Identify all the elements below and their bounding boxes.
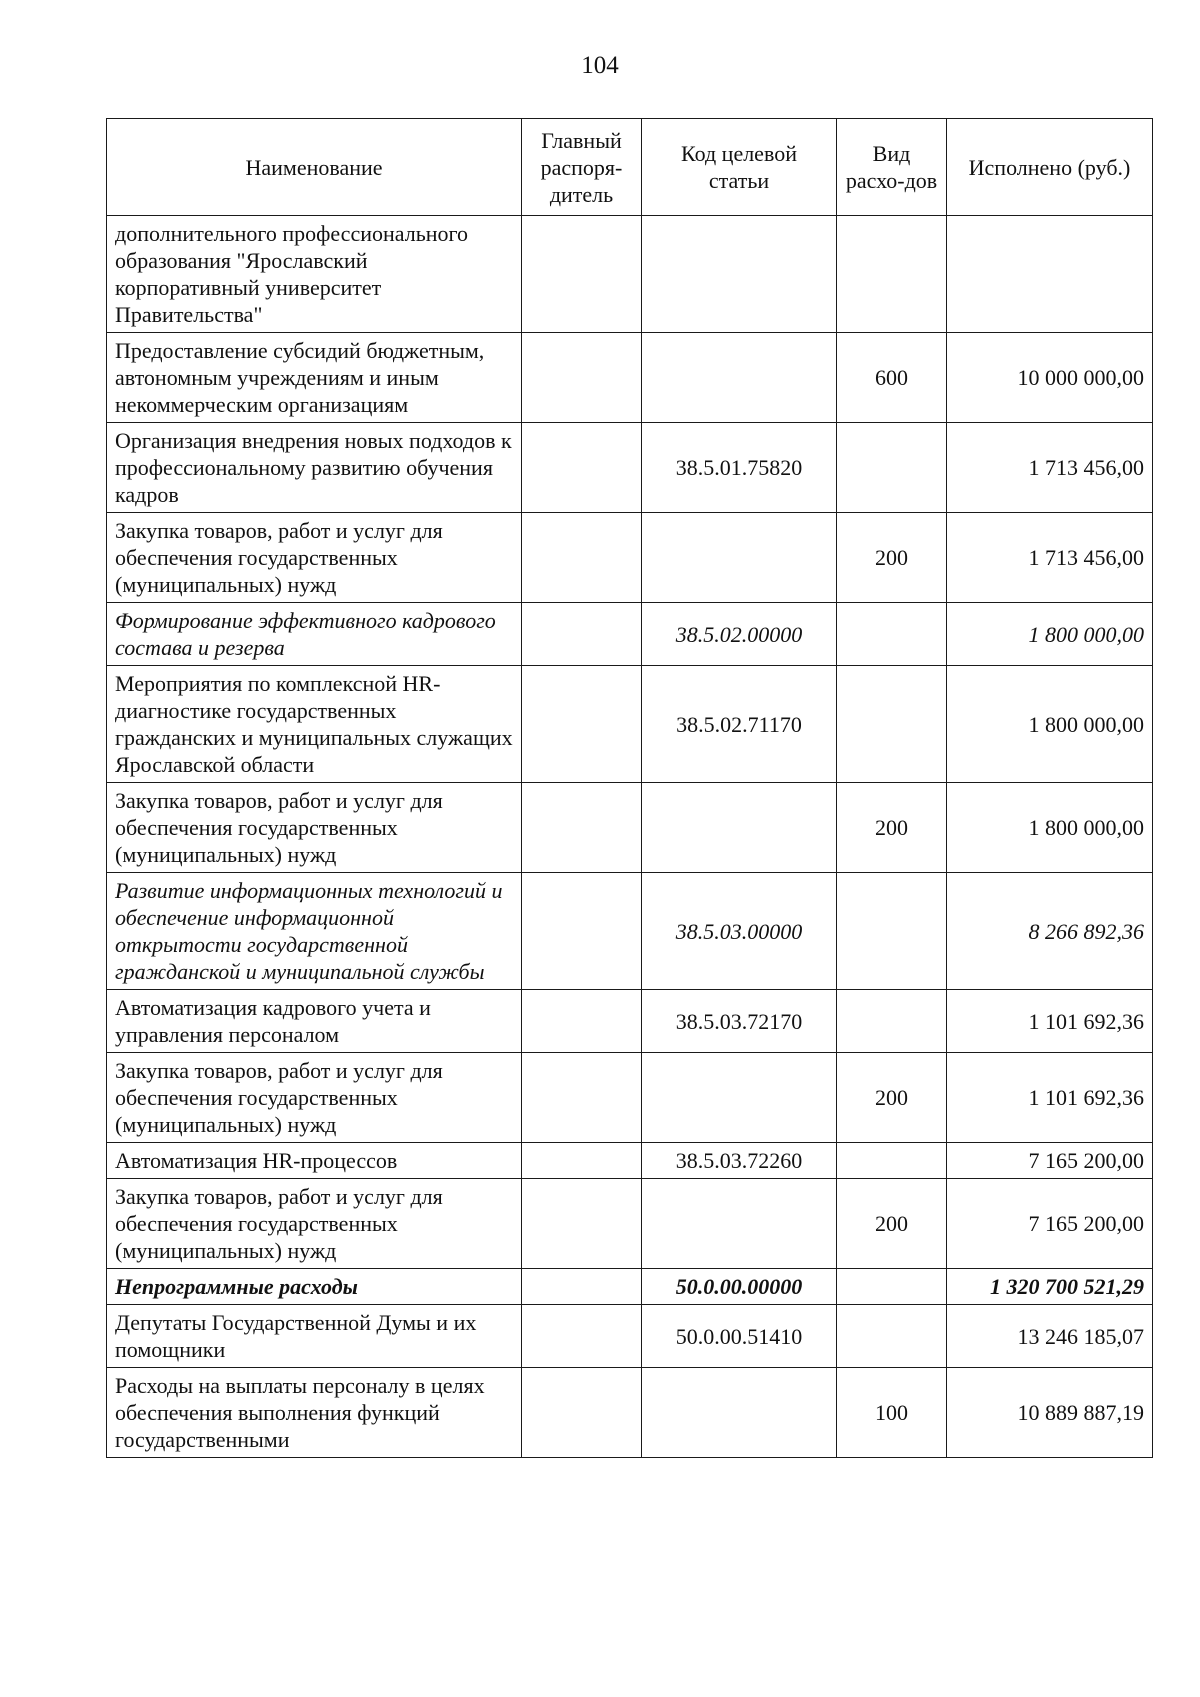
- row-type: 200: [837, 783, 947, 873]
- row-code: [642, 216, 837, 333]
- row-type: [837, 1305, 947, 1368]
- table-row: [107, 423, 1153, 513]
- row-distributor: [522, 333, 642, 423]
- row-name: Депутаты Государственной Думы и их помощники: [107, 1305, 522, 1368]
- row-code: [642, 1179, 837, 1269]
- row-name: Автоматизация HR-процессов: [107, 1143, 522, 1179]
- row-distributor: [522, 666, 642, 783]
- row-code: [642, 1368, 837, 1458]
- row-name: Развитие информационных технологий и обеспечение информационной открытости государственной гражданской и муниципальной службы: [107, 873, 522, 990]
- row-sum: 10 000 000,00: [947, 333, 1153, 423]
- row-code: 38.5.03.72260: [642, 1143, 837, 1179]
- row-type: 100: [837, 1368, 947, 1458]
- row-type: 200: [837, 1179, 947, 1269]
- row-distributor: [522, 423, 642, 513]
- row-type: [837, 990, 947, 1053]
- row-code: 38.5.01.75820: [642, 423, 837, 513]
- row-sum: 13 246 185,07: [947, 1305, 1153, 1368]
- row-name: Мероприятия по комплексной HR-диагностике государственных гражданских и муниципальных служащих Ярославской области: [107, 666, 522, 783]
- row-name: Расходы на выплаты персоналу в целях обеспечения выполнения функций государственными: [107, 1368, 522, 1458]
- row-name: Закупка товаров, работ и услуг для обеспечения государственных (муниципальных) нужд: [107, 513, 522, 603]
- table-row: [107, 1143, 1153, 1179]
- row-type: 600: [837, 333, 947, 423]
- row-name: Закупка товаров, работ и услуг для обеспечения государственных (муниципальных) нужд: [107, 1053, 522, 1143]
- row-type: 200: [837, 1053, 947, 1143]
- header-name: Наименование: [107, 119, 522, 216]
- row-code: 50.0.00.51410: [642, 1305, 837, 1368]
- row-sum: 1 713 456,00: [947, 513, 1153, 603]
- row-code: 38.5.03.72170: [642, 990, 837, 1053]
- row-sum: 1 101 692,36: [947, 990, 1153, 1053]
- row-name: Автоматизация кадрового учета и управления персоналом: [107, 990, 522, 1053]
- row-distributor: [522, 216, 642, 333]
- row-code: [642, 1053, 837, 1143]
- row-sum: 1 101 692,36: [947, 1053, 1153, 1143]
- row-distributor: [522, 990, 642, 1053]
- page-number: 104: [581, 52, 619, 79]
- table-row: [107, 1179, 1153, 1269]
- row-code: 38.5.02.00000: [642, 603, 837, 666]
- table-row: [107, 1368, 1153, 1458]
- row-distributor: [522, 1179, 642, 1269]
- row-name: Закупка товаров, работ и услуг для обеспечения государственных (муниципальных) нужд: [107, 1179, 522, 1269]
- row-name: Непрограммные расходы: [107, 1269, 522, 1305]
- header-sum: Исполнено (руб.): [947, 119, 1153, 216]
- table-row: [107, 216, 1153, 333]
- row-name: Предоставление субсидий бюджетным, автономным учреждениям и иным некоммерческим организациям: [107, 333, 522, 423]
- row-distributor: [522, 873, 642, 990]
- table-row: [107, 1305, 1153, 1368]
- table-row: [107, 783, 1153, 873]
- table-row: [107, 990, 1153, 1053]
- row-distributor: [522, 1269, 642, 1305]
- row-type: [837, 603, 947, 666]
- row-sum: [947, 216, 1153, 333]
- row-distributor: [522, 513, 642, 603]
- header-distributor: Главный распоря-дитель: [522, 119, 642, 216]
- row-name: дополнительного профессионального образования "Ярославский корпоративный университет Правительства": [107, 216, 522, 333]
- row-sum: 1 800 000,00: [947, 666, 1153, 783]
- table-row: [107, 1053, 1153, 1143]
- row-distributor: [522, 1053, 642, 1143]
- table-row: [107, 603, 1153, 666]
- row-distributor: [522, 783, 642, 873]
- row-name: Организация внедрения новых подходов к профессиональному развитию обучения кадров: [107, 423, 522, 513]
- row-type: [837, 1143, 947, 1179]
- row-distributor: [522, 1368, 642, 1458]
- row-type: [837, 873, 947, 990]
- row-sum: 7 165 200,00: [947, 1143, 1153, 1179]
- table-row: [107, 873, 1153, 990]
- table-row: [107, 333, 1153, 423]
- header-code: Код целевой статьи: [642, 119, 837, 216]
- row-code: 38.5.02.71170: [642, 666, 837, 783]
- row-sum: 1 713 456,00: [947, 423, 1153, 513]
- row-code: [642, 333, 837, 423]
- row-sum: 8 266 892,36: [947, 873, 1153, 990]
- row-distributor: [522, 1143, 642, 1179]
- budget-table: [106, 118, 1153, 1458]
- table-row: [107, 513, 1153, 603]
- row-name: Закупка товаров, работ и услуг для обеспечения государственных (муниципальных) нужд: [107, 783, 522, 873]
- row-type: 200: [837, 513, 947, 603]
- row-distributor: [522, 603, 642, 666]
- row-code: 50.0.00.00000: [642, 1269, 837, 1305]
- row-type: [837, 423, 947, 513]
- row-code: [642, 783, 837, 873]
- row-type: [837, 1269, 947, 1305]
- row-type: [837, 216, 947, 333]
- header-type: Вид расхо-дов: [837, 119, 947, 216]
- row-sum: 10 889 887,19: [947, 1368, 1153, 1458]
- row-type: [837, 666, 947, 783]
- row-sum: 1 800 000,00: [947, 783, 1153, 873]
- row-code: 38.5.03.00000: [642, 873, 837, 990]
- table-row: [107, 666, 1153, 783]
- row-name: Формирование эффективного кадрового состава и резерва: [107, 603, 522, 666]
- table-header-row: [107, 119, 1153, 216]
- row-distributor: [522, 1305, 642, 1368]
- row-sum: 1 800 000,00: [947, 603, 1153, 666]
- table-row: [107, 1269, 1153, 1305]
- row-code: [642, 513, 837, 603]
- row-sum: 7 165 200,00: [947, 1179, 1153, 1269]
- row-sum: 1 320 700 521,29: [947, 1269, 1153, 1305]
